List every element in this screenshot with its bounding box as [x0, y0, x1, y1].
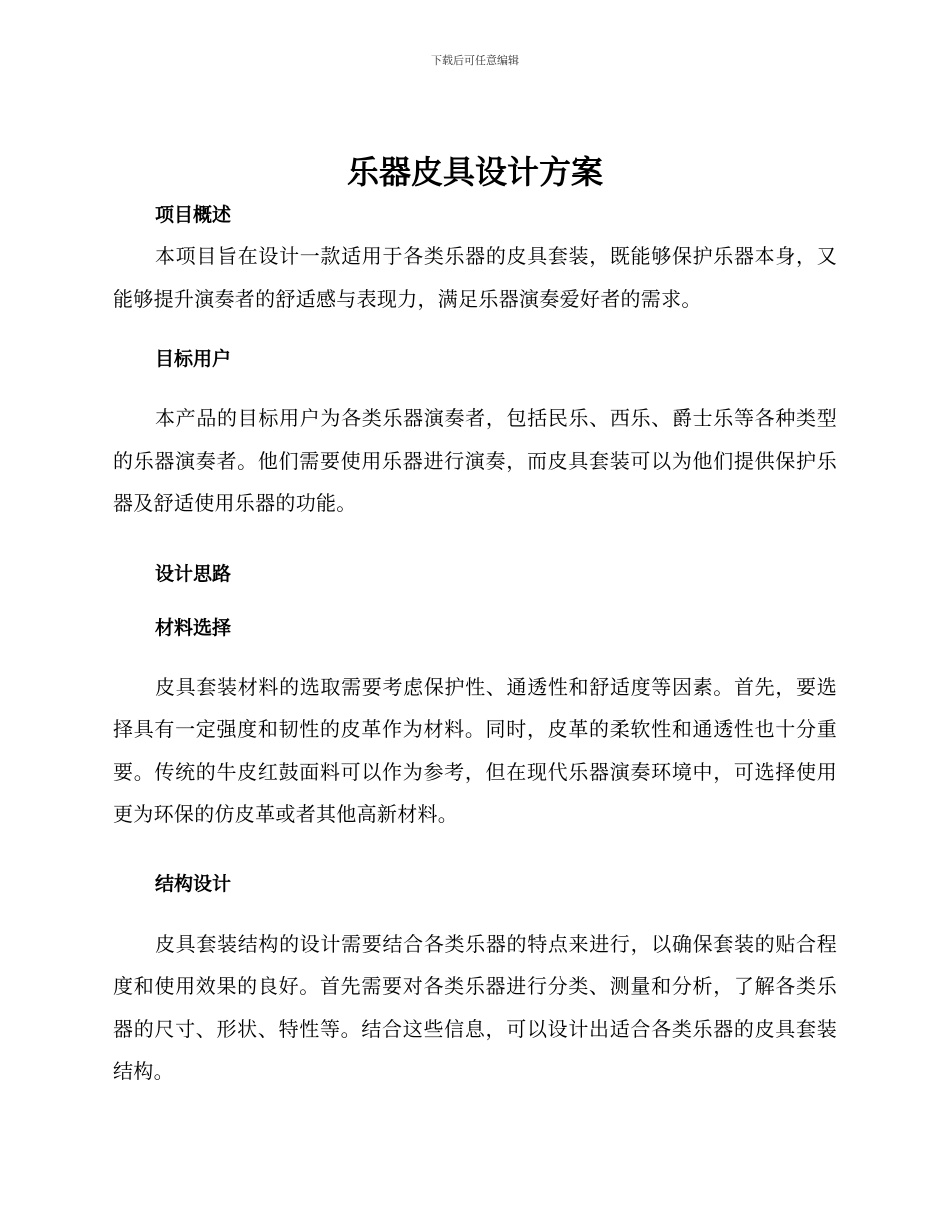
section-heading-structure: 结构设计: [155, 872, 232, 895]
section-paragraph-overview: 本项目旨在设计一款适用于各类乐器的皮具套装，既能够保护乐器本身，又能够提升演奏者的舒适感与表现力，满足乐器演奏爱好者的需求。: [113, 244, 837, 311]
section-heading-target-users: 目标用户: [155, 348, 232, 370]
section-heading-overview: 项目概述: [155, 204, 232, 226]
section-paragraph-materials: 皮具套装材料的选取需要考虑保护性、通透性和舒适度等因素。首先，要选择具有一定强度和韧性的皮革作为材料。同时，皮革的柔软性和通透性也十分重要。传统的牛皮红鼓面料可以作为参考，但在现代乐器演奏环境中，可选择使用更为环保的仿皮革或者其他高新材料。: [113, 674, 837, 826]
document-body: [113, 200, 837, 1093]
section-heading-design-ideas: 设计思路: [155, 562, 232, 585]
document-title: 乐器皮具设计方案: [346, 153, 603, 191]
section-paragraph-structure: 皮具套装结构的设计需要结合各类乐器的特点来进行，以确保套装的贴合程度和使用效果的良好。首先需要对各类乐器进行分类、测量和分析，了解各类乐器的尺寸、形状、特性等。结合这些信息，可以设计出适合各类乐器的皮具套装结构。: [113, 931, 837, 1083]
section-paragraph-target-users: 本产品的目标用户为各类乐器演奏者，包括民乐、西乐、爵士乐等各种类型的乐器演奏者。他们需要使用乐器进行演奏，而皮具套装可以为他们提供保护乐器及舒适使用乐器的功能。: [113, 406, 837, 515]
section-heading-materials: 材料选择: [155, 616, 232, 639]
header-note: 下载后可任意编辑: [431, 54, 519, 67]
